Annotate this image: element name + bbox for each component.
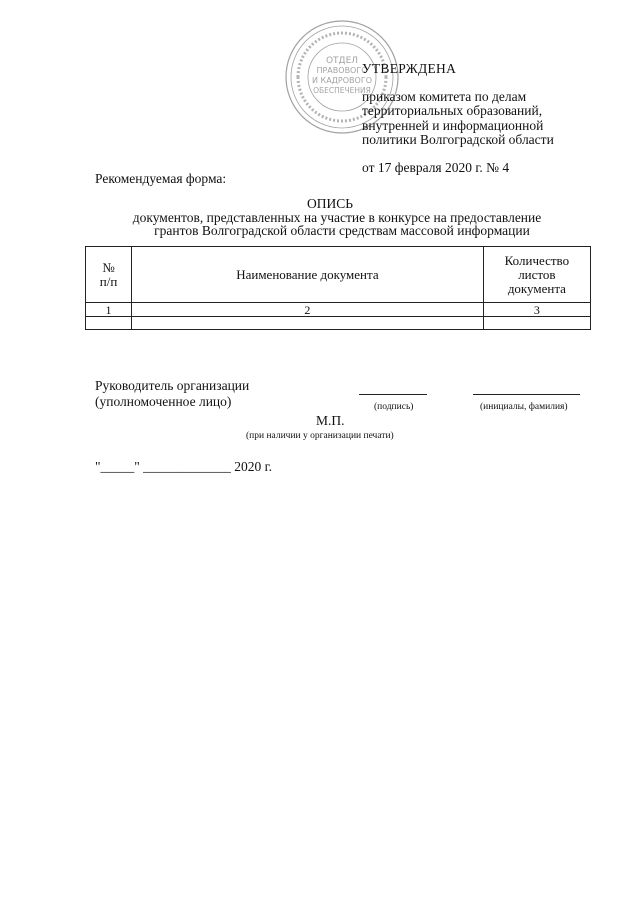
approval-block — [362, 62, 554, 175]
table-cell — [483, 317, 590, 330]
document-heading: ОПИСЬ — [306, 196, 353, 211]
column-number-row — [86, 303, 591, 317]
header-sheet-count-text: Количество листов документа — [504, 252, 570, 296]
stamp-line-2: ПРАВОВОГО — [316, 66, 368, 75]
table-row — [86, 317, 591, 330]
approval-title: УТВЕРЖДЕНА — [362, 61, 457, 76]
header-number — [86, 247, 132, 303]
signature-line — [359, 394, 427, 395]
form-label: Рекомендуемая форма: — [95, 171, 227, 186]
column-number-cell: 2 — [132, 303, 484, 317]
stamp-line-1: ОТДЕЛ — [325, 56, 359, 66]
inventory-table — [85, 246, 591, 330]
approval-line: территориальных образований, — [362, 103, 543, 118]
header-number-text: № п/п — [99, 259, 118, 289]
stamp-line-4: ОБЕСПЕЧЕНИЯ — [313, 86, 371, 95]
seal-note: (при наличии у организации печати) — [246, 431, 394, 441]
column-number-cell: 1 — [86, 303, 132, 317]
seal-label: М.П. — [316, 413, 345, 428]
header-sheet-count — [483, 247, 590, 303]
column-number-cell: 3 — [483, 303, 590, 317]
table-header-row — [86, 247, 591, 303]
stamp-line-3: И КАДРОВОГО — [311, 76, 373, 85]
document-subtitle-line-2: грантов Волгоградской области средствам массовой информации — [154, 223, 530, 238]
header-doc-name-text: Наименование документа — [236, 266, 379, 282]
table-cell — [132, 317, 484, 330]
approval-date: от 17 февраля 2020 г. № 4 — [362, 159, 510, 175]
name-caption: (инициалы, фамилия) — [480, 402, 568, 412]
signer-subtitle: (уполномоченное лицо) — [95, 394, 232, 409]
approval-line: внутренней и информационной — [362, 117, 544, 133]
date-line: "_____" _____________ 2020 г. — [95, 459, 273, 474]
signer-title: Руководитель организации — [95, 378, 250, 393]
header-doc-name — [132, 247, 484, 303]
document-title — [0, 197, 640, 238]
approval-line: приказом комитета по делам — [362, 88, 527, 104]
table-cell — [86, 317, 132, 330]
name-line — [473, 394, 580, 395]
approval-line: политики Волгоградской области — [362, 132, 554, 147]
document-subtitle-line-1: документов, представленных на участие в конкурсе на предоставление — [132, 209, 542, 225]
signature-caption: (подпись) — [374, 402, 414, 412]
